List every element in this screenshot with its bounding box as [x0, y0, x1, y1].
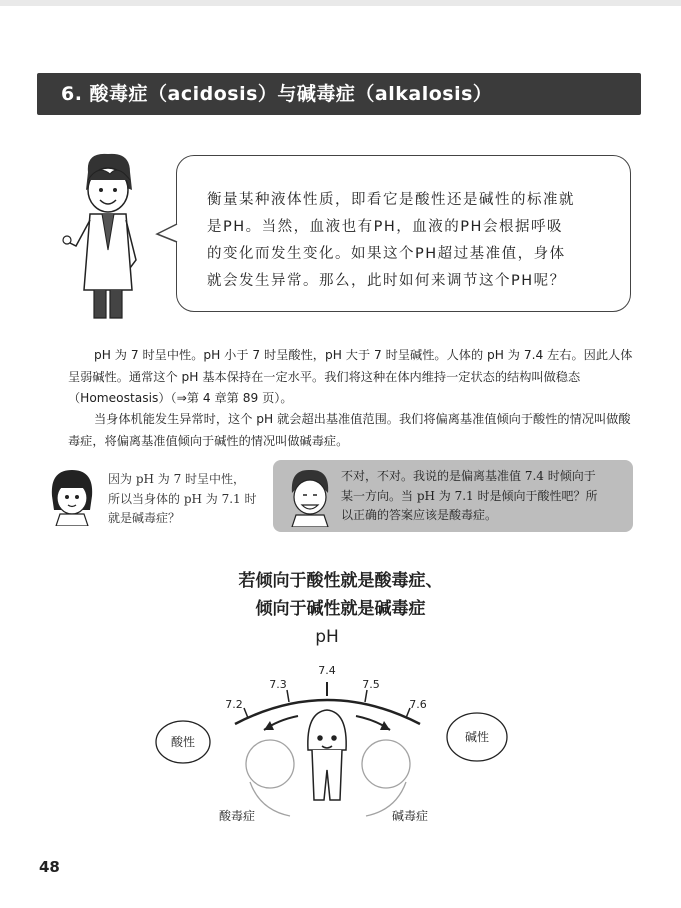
ph-tick-label: 7.5	[362, 678, 380, 691]
speech-line: 就会发生异常。那么，此时如何来调节这个PH呢？	[207, 273, 566, 289]
boy-dialog-line: 不对，不对。我说的是偏离基准值 7.4 时倾向于	[341, 469, 596, 483]
center-character	[308, 710, 346, 800]
ph-tick-label: 7.2	[225, 698, 243, 711]
ph-tick	[365, 690, 367, 702]
section-title: 6. 酸毒症（acidosis）与碱毒症（alkalosis）	[37, 73, 641, 115]
right-tilted-figure	[362, 740, 410, 816]
boy-dialog	[341, 467, 626, 526]
ph-tick	[287, 690, 289, 702]
acid-label: 酸性	[170, 735, 196, 749]
ph-label: pH	[315, 627, 339, 647]
acidosis-label: 酸毒症	[218, 809, 256, 823]
ph-tick-label: 7.6	[409, 698, 427, 711]
ph-tick-label: 7.4	[318, 664, 336, 677]
boy-avatar	[284, 465, 336, 527]
figure-caption-line: 倾向于碱性就是碱毒症	[255, 599, 426, 619]
girl-dialog-line: 就是碱毒症？	[108, 511, 181, 525]
girl-dialog	[108, 470, 278, 529]
page-number: 48	[39, 858, 60, 876]
girl-dialog-line: 所以当身体的 pH 为 7.1 时	[108, 491, 257, 506]
alkali-label: 碱性	[464, 730, 490, 744]
speech-text	[207, 187, 607, 295]
body-paragraph: 当身体机能发生异常时，这个 pH 就会超出基准值范围。我们将偏离基准值倾向于酸性的情况叫做酸毒症，将偏离基准值倾向于碱性的情况叫做碱毒症。	[68, 412, 631, 448]
boy-dialog-line: 某一方向。当 pH 为 7.1 时是倾向于酸性吧？所	[341, 488, 598, 503]
girl-dialog-line: 因为 pH 为 7 时呈中性，	[108, 472, 246, 486]
doctor-illustration	[58, 150, 158, 325]
page-top-edge	[0, 0, 681, 6]
boy-dialog-line: 以正确的答案应该是酸毒症。	[341, 508, 498, 522]
body-paragraph: pH 为 7 时呈中性。pH 小于 7 时呈酸性，pH 大于 7 时呈碱性。人体的 pH 为 7.4 左右。因此人体呈弱碱性。通常这个 pH 基本保持在一定水平。我们将这种在体内维持一定状态的结构叫做稳态（Homeostasis）（⇒第 4 章第 89 页）。	[68, 348, 633, 405]
ph-diagram	[140, 620, 540, 840]
ph-tick	[244, 708, 248, 718]
ph-tick-label: 7.3	[269, 678, 287, 691]
girl-avatar	[46, 466, 98, 526]
left-tilted-figure	[246, 740, 294, 816]
speech-line: 的变化而发生变化。如果这个PH超过基准值，身体	[207, 246, 566, 262]
speech-line: 是PH。当然，血液也有PH，血液的PH会根据呼吸	[207, 219, 563, 235]
speech-bubble	[176, 155, 631, 312]
speech-line: 衡量某种液体性质，即看它是酸性还是碱性的标准就	[207, 192, 575, 208]
speech-bubble-tail	[155, 222, 179, 246]
figure-caption-line: 若倾向于酸性就是酸毒症、	[238, 571, 443, 591]
alkalosis-label: 碱毒症	[391, 809, 429, 823]
